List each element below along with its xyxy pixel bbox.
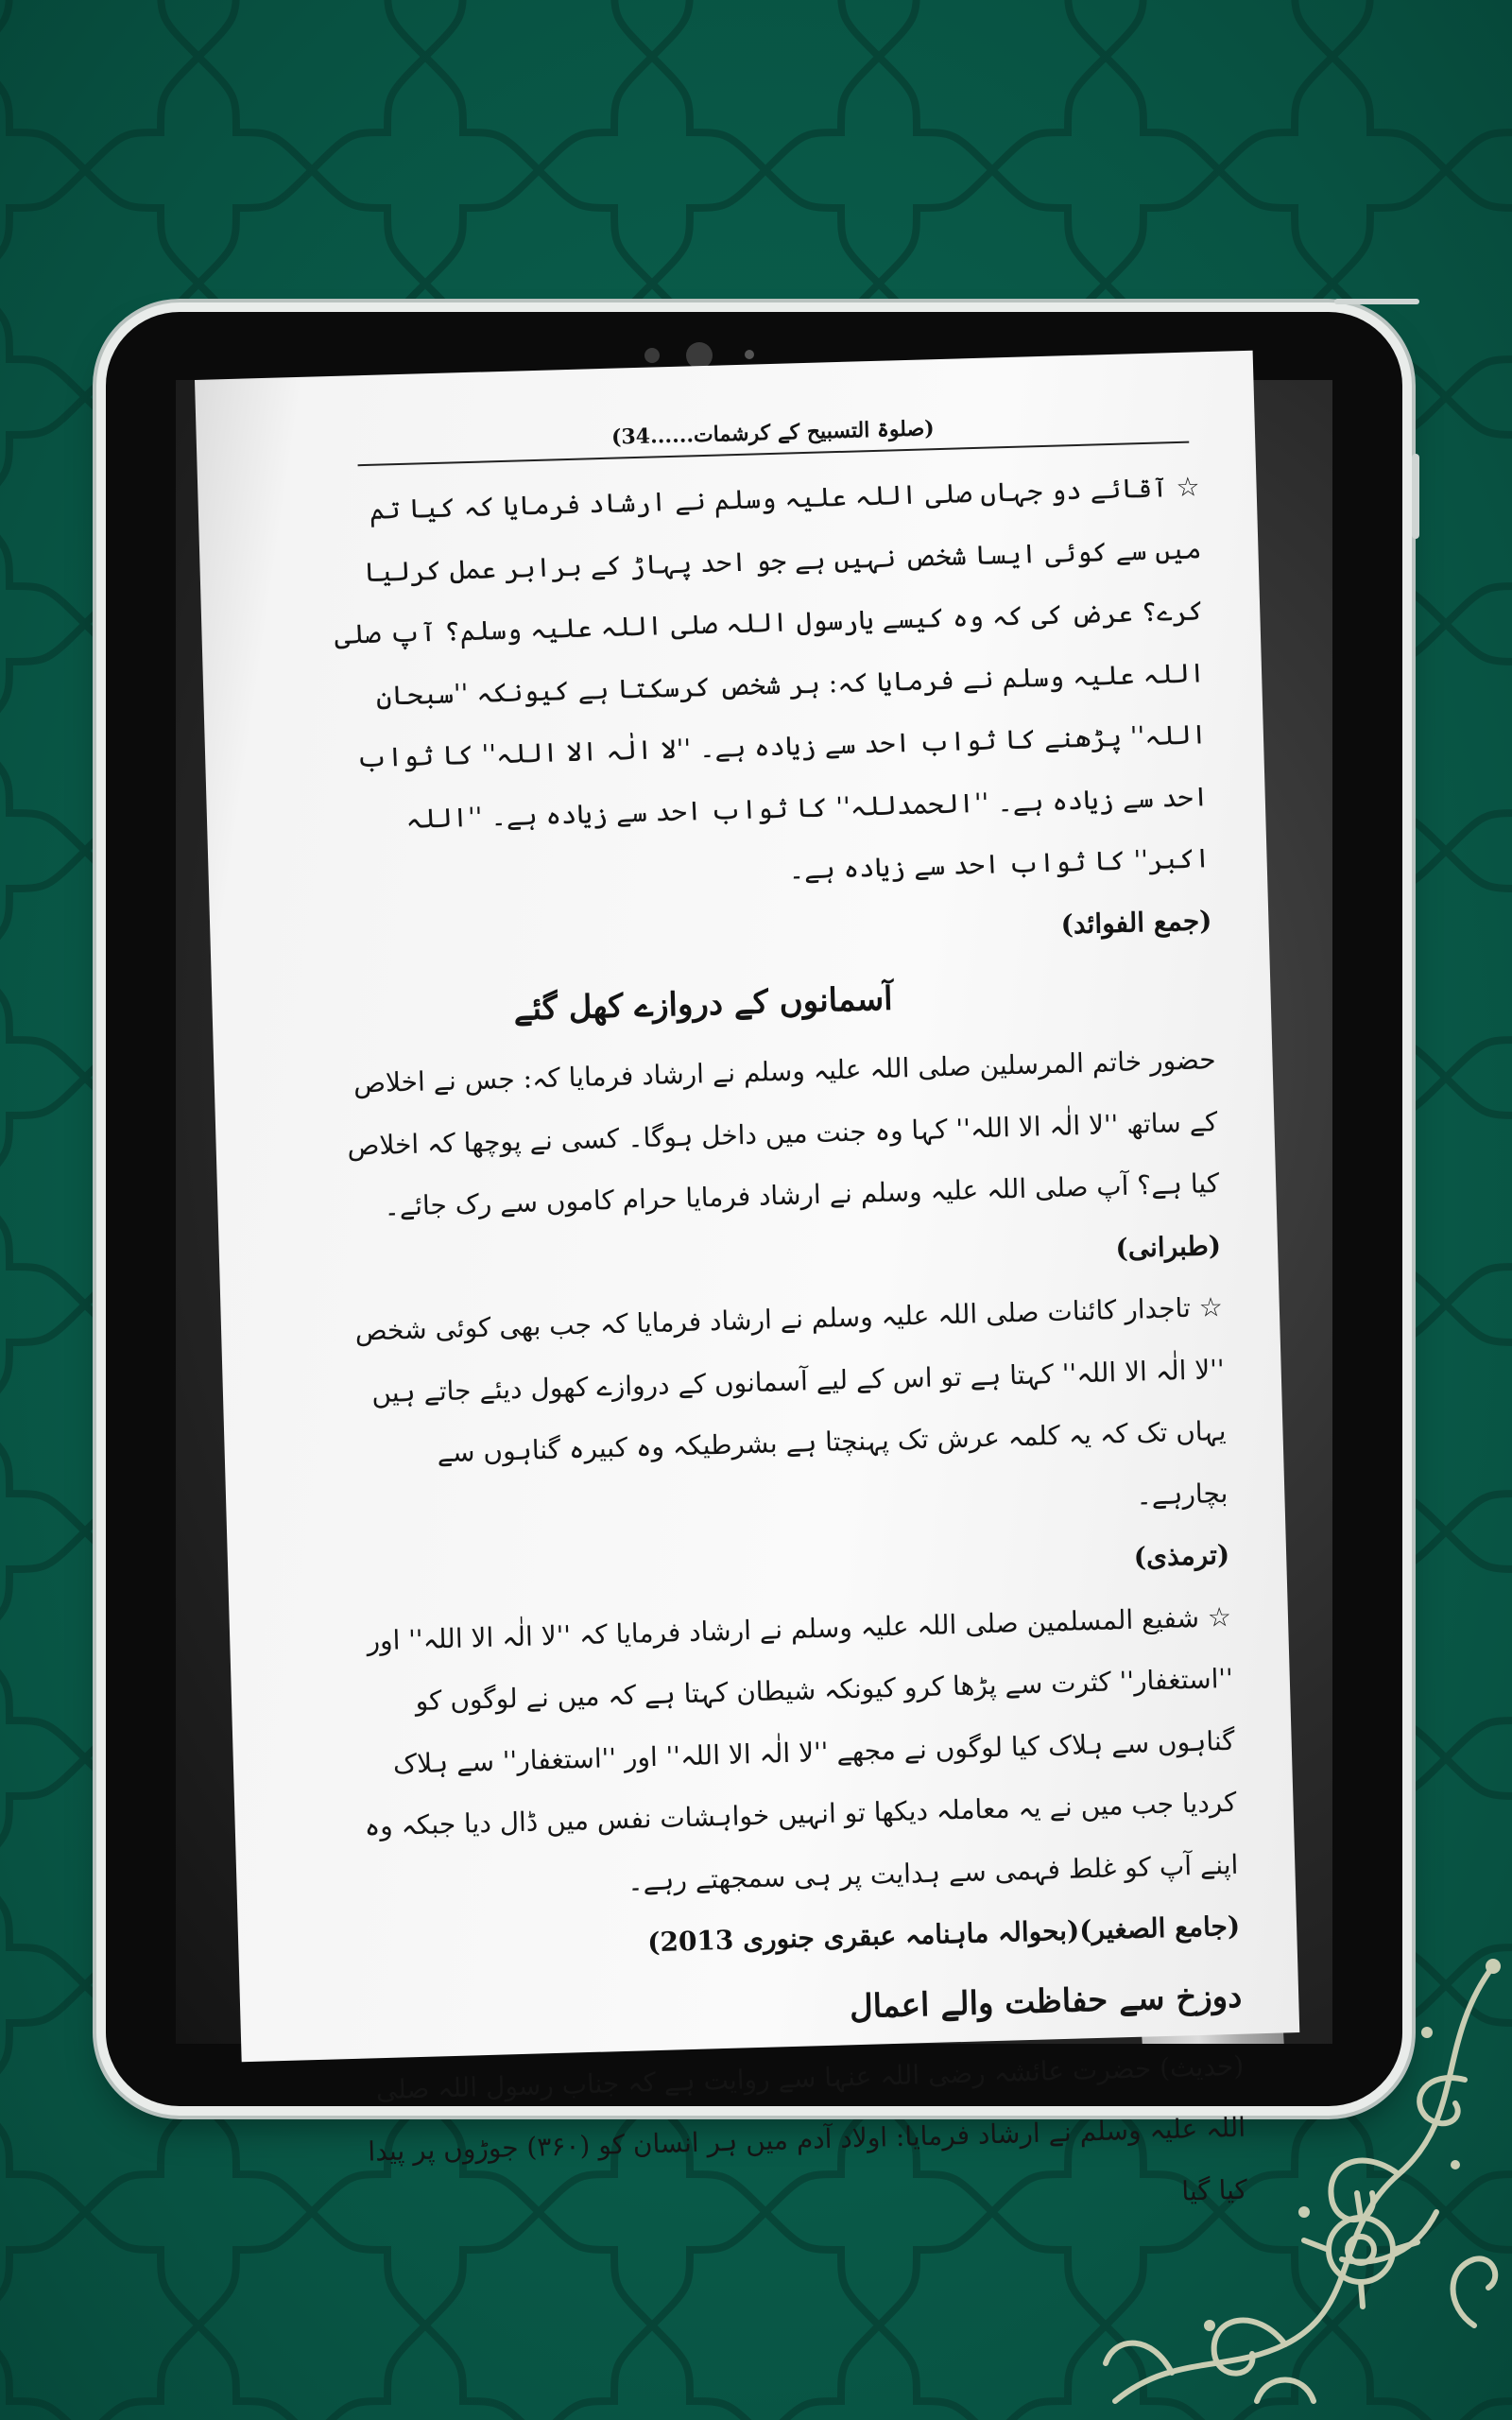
paragraph-1: ☆ آقائے دو جہاں صلی اللہ علیہ وسلم نے ارشاد فرمایا کہ کیا تم میں سے کوئی ایسا شخص نہیں ہے جو احد پہاڑ کے برابر عمل کرلیا کرے؟ عرض کی کہ وہ کیسے یارسول اللہ صلی اللہ علیہ وسلم؟ آپ صلی اللہ علیہ وسلم نے فرمایا کہ: ہر شخص کرسکتا ہے کیونکہ ''سبحان اللہ'' پڑھنے کا ثواب احد سے زیادہ ہے۔ ''لا الٰہ الا اللہ'' کا ثواب احد سے زیادہ ہے۔ ''الحمدللہ'' کا ثواب احد سے زیادہ ہے۔ ''اللہ اکبر'' کا ثواب احد سے زیادہ ہے۔ xyxy=(334,471,1211,886)
top-button xyxy=(1334,299,1419,304)
running-head: (صلوۃ التسبیح کے کرشمات......34) xyxy=(357,409,1190,467)
section-heading-2: دوزخ سے حفاظت والے اعمال xyxy=(849,1977,1243,2026)
reference-4: (جامع الصغیر)(بحوالہ ماہنامہ عبقری جنوری 2013) xyxy=(646,1910,1241,1959)
tablet-frame xyxy=(106,312,1402,2207)
sensor-icon xyxy=(644,348,660,363)
paragraph-4: ☆ شفیع المسلمین صلی اللہ علیہ وسلم نے ارشاد فرمایا کہ ''لا الٰہ الا اللہ'' اور ''استغفار'' کثرت سے پڑھا کرو کیونکہ شیطان کہتا ہے کہ میں نے لوگوں کو گناہوں سے ہلاک کیا لوگوں نے مجھے ''لا الٰہ الا اللہ'' اور ''استغفار'' سے ہلاک کردیا جب میں نے یہ معاملہ دیکھا تو انہیں خواہشات نفس میں ڈال دیا جبکہ وہ اپنے آپ کو غلط فہمی سے ہدایت پر ہی سمجھتے رہے۔ xyxy=(364,1600,1239,1897)
floral-ornament-icon xyxy=(1021,1928,1512,2420)
paragraph-3: ☆ تاجدار کائنات صلی اللہ علیہ وسلم نے ارشاد فرمایا کہ جب بھی کوئی شخص ''لا الٰہ الا اللہ'' کہتا ہے تو اس کے لیے آسمانوں کے دروازے کھول دیئے جاتے ہیں یہاں تک کہ یہ کلمہ عرش تک پہنچتا ہے بشرطیکہ وہ کبیرہ گناہوں سے بچارہے۔ xyxy=(354,1291,1228,1512)
paragraph-5: (حدیث) حضرت عائشہ رضی اللہ عنہا سے روایت ہے کہ جناب رسول اللہ صلی اللہ علیہ وسلم نے ارشاد فرمایا: اولاد آدم میں ہر انسان کو (۳۶۰) جوڑوں پر پیدا کیا گیا xyxy=(367,2049,1248,2207)
side-button xyxy=(1412,454,1419,539)
reference-1: (جمع الفوائد) xyxy=(1060,904,1212,941)
book-page xyxy=(195,351,1299,2207)
reference-2: (طبرانی) xyxy=(1114,1229,1222,1264)
book-page-photo xyxy=(176,380,1332,2207)
paragraph-2: حضور خاتم المرسلین صلی اللہ علیہ وسلم نے ارشاد فرمایا کہ: جس نے اخلاص کے ساتھ ''لا الٰہ الا اللہ'' کہا وہ جنت میں داخل ہوگا۔ کسی نے پوچھا کہ اخلاص کیا ہے؟ آپ صلی اللہ علیہ وسلم نے ارشاد فرمایا حرام کاموں سے رک جائے۔ xyxy=(347,1044,1220,1222)
mic-icon xyxy=(745,350,754,359)
reference-3: (ترمذی) xyxy=(1133,1538,1230,1573)
section-heading-1: آسمانوں کے دروازے کھل گئے xyxy=(513,979,894,1028)
